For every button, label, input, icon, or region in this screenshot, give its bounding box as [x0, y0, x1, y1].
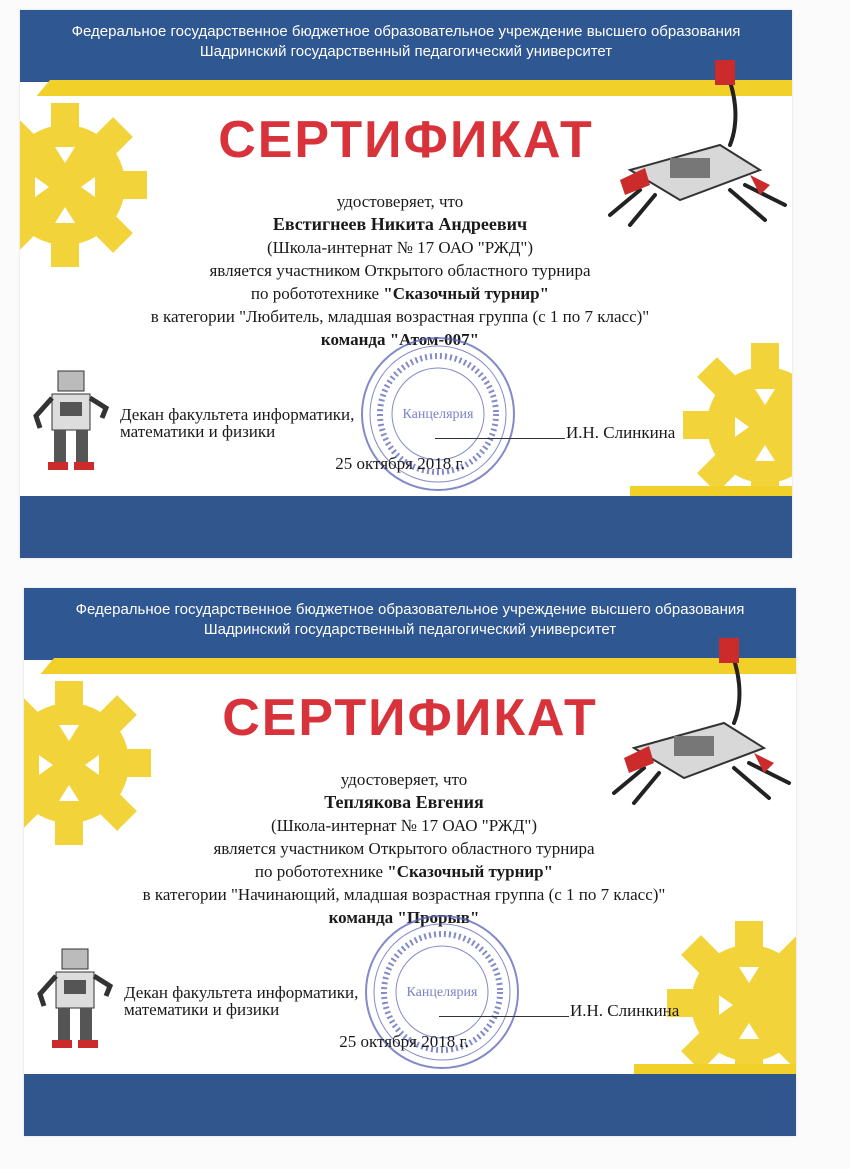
footer-band: [24, 1074, 796, 1136]
signer-title-line-1: Декан факультета информатики,: [124, 983, 359, 1002]
certifies-text: удостоверяет, что: [336, 192, 464, 211]
participant-text: является участником Открытого областного турнира: [213, 839, 595, 858]
tournament-name: "Сказочный турнир": [383, 284, 550, 303]
gear-right-icon: [664, 918, 796, 1088]
signature-line: [435, 438, 565, 439]
header-line-2: Шадринский государственный педагогический университет: [203, 621, 617, 638]
signer-title: [120, 406, 354, 440]
certificate-date: 25 октября 2018 г.: [339, 1032, 469, 1051]
category-text: в категории "Любитель, младшая возрастная группа (с 1 по 7 класс)": [150, 307, 650, 326]
signer-name: И.Н. Слинкина: [566, 423, 676, 442]
recipient-name: Теплякова Евгения: [324, 792, 484, 812]
signature-line: [439, 1016, 569, 1017]
tournament-line: [20, 282, 780, 305]
footer-band: [20, 496, 792, 558]
signer-title-line-2: математики и физики: [124, 1000, 280, 1019]
participant-text: является участником Открытого областного турнира: [209, 261, 591, 280]
header-line-2: Шадринский государственный педагогический университет: [199, 43, 613, 60]
category-text: в категории "Начинающий, младшая возрастная группа (с 1 по 7 класс)": [142, 885, 666, 904]
certificate-date: 25 октября 2018 г.: [335, 454, 465, 473]
school-text: (Школа-интернат № 17 ОАО "РЖД"): [270, 816, 538, 835]
school-text: (Школа-интернат № 17 ОАО "РЖД"): [266, 238, 534, 257]
tournament-name: "Сказочный турнир": [387, 862, 554, 881]
certifies-text: удостоверяет, что: [340, 770, 468, 789]
stamp-label: Канцелярия: [402, 407, 474, 422]
certificate-1: [20, 10, 792, 558]
team-text: команда "Атом-007": [320, 330, 480, 349]
header-line-1: Федеральное государственное бюджетное образовательное учреждение высшего образования: [71, 23, 741, 40]
certificate-title: СЕРТИФИКАТ: [218, 111, 594, 169]
team-text: команда "Прорыв": [328, 908, 480, 927]
signer-title: [124, 984, 358, 1018]
stamp-label: Канцелярия: [406, 985, 478, 1000]
header-line-1: Федеральное государственное бюджетное образовательное учреждение высшего образования: [75, 601, 745, 618]
signer-title-line-1: Декан факультета информатики,: [120, 405, 355, 424]
certificate-body: [24, 768, 784, 929]
certificate-2: [24, 588, 796, 1136]
signer-title-line-2: математики и физики: [120, 422, 276, 441]
recipient-name: Евстигнеев Никита Андреевич: [272, 214, 528, 234]
gear-right-icon: [680, 340, 792, 510]
certificate-body: [20, 190, 780, 351]
signer-name: И.Н. Слинкина: [570, 1001, 680, 1020]
tournament-line: [24, 860, 784, 883]
tournament-prefix: по робототехнике: [254, 862, 388, 881]
certificate-title: СЕРТИФИКАТ: [222, 689, 598, 747]
tournament-prefix: по робототехнике: [250, 284, 384, 303]
